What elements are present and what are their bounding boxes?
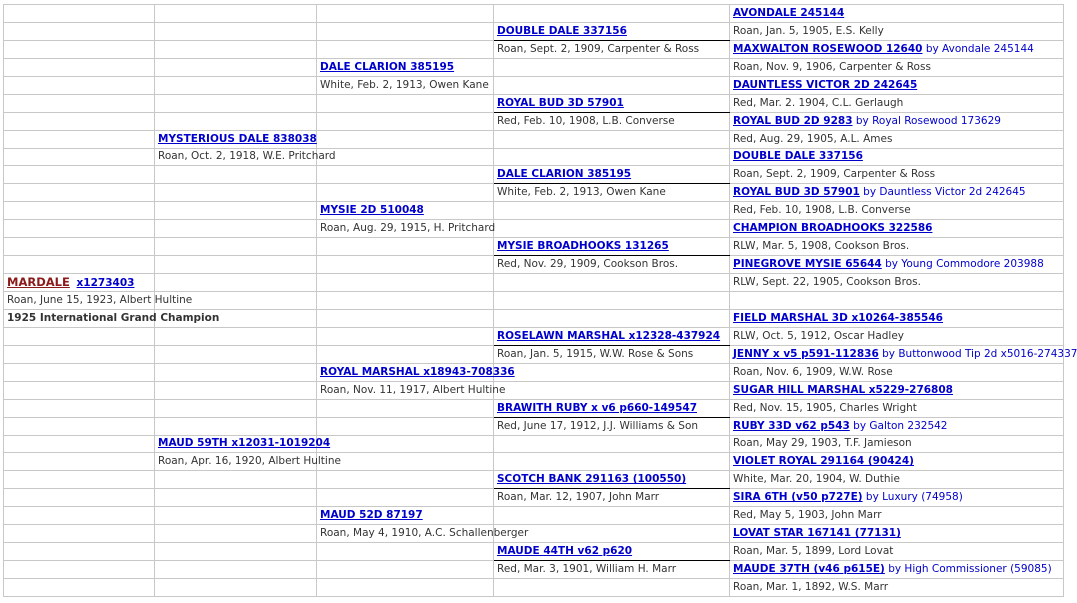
g3-cell	[494, 543, 730, 561]
g2-name-link[interactable]: MAUD 52D 87197	[320, 509, 423, 522]
pedigree-row	[4, 381, 1064, 399]
g4-cell	[730, 453, 1064, 471]
g4-cell	[730, 220, 1064, 238]
g3-details: Red, June 17, 1912, J.J. Williams & Son	[494, 417, 730, 435]
g3-name-link[interactable]: SCOTCH BANK 291163 (100550)	[497, 473, 687, 486]
g4-details: RLW, Sept. 22, 1905, Cookson Bros.	[730, 274, 1064, 292]
pedigree-row	[4, 94, 1064, 112]
g4-sire-link[interactable]: by Young Commodore 203988	[885, 258, 1044, 271]
g2-name-link[interactable]: MYSIE 2D 510048	[320, 204, 424, 217]
g1-cell	[155, 130, 317, 148]
pedigree-row	[4, 543, 1064, 561]
g4-sire-link[interactable]: by Royal Rosewood 173629	[855, 114, 1001, 127]
g4-sire-link[interactable]: by Buttonwood Tip 2d x5016-274337	[882, 347, 1077, 360]
g4-details: Roan, Nov. 6, 1909, W.W. Rose	[730, 363, 1064, 381]
g4-cell	[730, 256, 1064, 274]
pedigree-row	[4, 292, 1064, 310]
g4-cell	[730, 381, 1064, 399]
g2-details: White, Feb. 2, 1913, Owen Kane	[317, 76, 494, 94]
g3-cell	[494, 327, 730, 345]
pedigree-row	[4, 489, 1064, 507]
g4-name-link[interactable]: JENNY x v5 p591-112836	[733, 347, 879, 360]
g3-cell	[494, 238, 730, 256]
g4-details: Red, Aug. 29, 1905, A.L. Ames	[730, 130, 1064, 148]
g4-sire-link[interactable]: by Galton 232542	[853, 419, 948, 432]
g4-name-link[interactable]: AVONDALE 245144	[733, 6, 845, 19]
g4-cell	[730, 5, 1064, 23]
g4-details: Roan, Sept. 2, 1909, Carpenter & Ross	[730, 166, 1064, 184]
g4-cell	[730, 489, 1064, 507]
g3-details: Red, Nov. 29, 1909, Cookson Bros.	[494, 256, 730, 274]
g2-details: Roan, May 4, 1910, A.C. Schallenberger	[317, 525, 494, 543]
g4-sire-link[interactable]: by Avondale 245144	[925, 42, 1034, 55]
pedigree-row	[4, 220, 1064, 238]
g4-cell	[730, 309, 1064, 327]
g3-cell	[494, 94, 730, 112]
subject-details: Roan, June 15, 1923, Albert Hultine	[4, 292, 155, 310]
pedigree-row	[4, 184, 1064, 202]
pedigree-row	[4, 471, 1064, 489]
pedigree-table	[3, 4, 1077, 597]
pedigree-row	[4, 130, 1064, 148]
g2-cell	[317, 507, 494, 525]
g3-name-link[interactable]: DALE CLARION 385195	[497, 168, 632, 181]
g4-details: Roan, May 29, 1903, T.F. Jamieson	[730, 435, 1064, 453]
g4-cell	[730, 112, 1064, 130]
g3-cell	[494, 166, 730, 184]
g3-cell	[494, 22, 730, 40]
pedigree-row	[4, 202, 1064, 220]
g4-details: Red, Mar. 2. 1904, C.L. Gerlaugh	[730, 94, 1064, 112]
pedigree-row	[4, 166, 1064, 184]
pedigree-row	[4, 435, 1064, 453]
pedigree-row	[4, 309, 1064, 327]
g2-cell	[317, 202, 494, 220]
g4-name-link[interactable]: DOUBLE DALE 337156	[733, 150, 863, 163]
g4-details: Roan, Jan. 5, 1905, E.S. Kelly	[730, 22, 1064, 40]
pedigree-row	[4, 238, 1064, 256]
g4-cell	[730, 561, 1064, 579]
g4-details: RLW, Mar. 5, 1908, Cookson Bros.	[730, 238, 1064, 256]
g4-details: Red, May 5, 1903, John Marr	[730, 507, 1064, 525]
subject-award: 1925 International Grand Champion	[4, 309, 155, 327]
pedigree-row	[4, 274, 1064, 292]
g2-details: Roan, Aug. 29, 1915, H. Pritchard	[317, 220, 494, 238]
g4-details: RLW, Oct. 5, 1912, Oscar Hadley	[730, 327, 1064, 345]
pedigree-row	[4, 399, 1064, 417]
g4-details: Roan, Nov. 9, 1906, Carpenter & Ross	[730, 58, 1064, 76]
pedigree-row	[4, 40, 1064, 58]
pedigree-row	[4, 579, 1064, 597]
pedigree-row	[4, 345, 1064, 363]
g4-name-link[interactable]: MAXWALTON ROSEWOOD 12640	[733, 42, 923, 55]
g4-details: White, Mar. 20, 1904, W. Duthie	[730, 471, 1064, 489]
g4-name-link[interactable]: CHAMPION BROADHOOKS 322586	[733, 222, 933, 235]
g2-name-link[interactable]: ROYAL MARSHAL x18943-708336	[320, 365, 515, 378]
g3-details: Roan, Mar. 12, 1907, John Marr	[494, 489, 730, 507]
g4-name-link[interactable]: SIRA 6TH (v50 p727E)	[733, 491, 863, 504]
pedigree-row	[4, 76, 1064, 94]
pedigree-row	[4, 256, 1064, 274]
g4-name-link[interactable]: DAUNTLESS VICTOR 2D 242645	[733, 78, 918, 91]
g4-name-link[interactable]: RUBY 33D v62 p543	[733, 419, 850, 432]
g2-cell	[317, 363, 515, 381]
pedigree-row	[4, 417, 1064, 435]
g3-details: White, Feb. 2, 1913, Owen Kane	[494, 184, 730, 202]
pedigree-row	[4, 363, 1064, 381]
g3-cell	[494, 471, 730, 489]
g4-name-link[interactable]: MAUDE 37TH (v46 p615E)	[733, 563, 885, 576]
g4-details: Roan, Mar. 5, 1899, Lord Lovat	[730, 543, 1064, 561]
g4-cell	[730, 184, 1064, 202]
g4-sire-link[interactable]: by Dauntless Victor 2d 242645	[863, 186, 1026, 199]
g3-name-link[interactable]: ROSELAWN MARSHAL x12328-437924	[497, 329, 721, 342]
g3-name-link[interactable]: BRAWITH RUBY x v6 p660-149547	[497, 401, 697, 414]
g2-cell	[317, 58, 494, 76]
g4-cell	[730, 40, 1064, 58]
g4-cell	[730, 148, 1064, 166]
g4-sire-link[interactable]: by High Commissioner (59085)	[888, 563, 1052, 576]
pedigree-row	[4, 525, 1064, 543]
g4-name-link[interactable]: LOVAT STAR 167141 (77131)	[733, 527, 901, 540]
g4-cell	[730, 525, 1064, 543]
subject-name-link[interactable]: MARDALE	[7, 274, 70, 289]
g1-name-link[interactable]: MYSTERIOUS DALE 838038	[158, 132, 317, 145]
g1-name-link[interactable]: MAUD 59TH x12031-1019204	[158, 437, 331, 450]
g3-details: Roan, Jan. 5, 1915, W.W. Rose & Sons	[494, 345, 730, 363]
g4-details: Red, Feb. 10, 1908, L.B. Converse	[730, 202, 1064, 220]
g3-details: Roan, Sept. 2, 1909, Carpenter & Ross	[494, 40, 730, 58]
g3-name-link[interactable]: ROYAL BUD 3D 57901	[497, 96, 624, 109]
g4-details: Red, Nov. 15, 1905, Charles Wright	[730, 399, 1064, 417]
g4-name-link[interactable]: PINEGROVE MYSIE 65644	[733, 258, 882, 271]
pedigree-row	[4, 327, 1064, 345]
g3-details: Red, Mar. 3, 1901, William H. Marr	[494, 561, 730, 579]
pedigree-row	[4, 561, 1064, 579]
g4-sire-link[interactable]: by Luxury (74958)	[865, 491, 963, 504]
g3-name-link[interactable]: MYSIE BROADHOOKS 131265	[497, 240, 669, 253]
pedigree-row	[4, 507, 1064, 525]
pedigree-row	[4, 58, 1064, 76]
g4-name-link[interactable]: SUGAR HILL MARSHAL x5229-276808	[733, 383, 953, 396]
g3-details: Red, Feb. 10, 1908, L.B. Converse	[494, 112, 730, 130]
g4-cell	[730, 76, 1064, 94]
subject-reg-link[interactable]: x1273403	[76, 276, 135, 289]
pedigree-row	[4, 5, 1064, 23]
g4-name-link[interactable]: VIOLET ROYAL 291164 (90424)	[733, 455, 914, 468]
g4-name-link[interactable]: ROYAL BUD 3D 57901	[733, 186, 860, 199]
g1-cell	[155, 435, 331, 453]
g3-cell	[494, 399, 730, 417]
g4-cell	[730, 417, 1064, 435]
g4-name-link[interactable]: FIELD MARSHAL 3D x10264-385546	[733, 311, 943, 324]
g4-name-link[interactable]: ROYAL BUD 2D 9283	[733, 114, 853, 127]
g1-details: Roan, Apr. 16, 1920, Albert Hultine	[155, 453, 317, 471]
g3-name-link[interactable]: MAUDE 44TH v62 p620	[497, 545, 633, 558]
g3-name-link[interactable]: DOUBLE DALE 337156	[497, 24, 627, 37]
pedigree-row	[4, 148, 1064, 166]
pedigree-row	[4, 22, 1064, 40]
g1-details: Roan, Oct. 2, 1918, W.E. Pritchard	[155, 148, 317, 166]
pedigree-row	[4, 112, 1064, 130]
g2-details: Roan, Nov. 11, 1917, Albert Hultine	[317, 381, 494, 399]
pedigree-row	[4, 453, 1064, 471]
g4-details: Roan, Mar. 1, 1892, W.S. Marr	[730, 579, 1064, 597]
g4-cell	[730, 345, 1077, 363]
g2-name-link[interactable]: DALE CLARION 385195	[320, 60, 455, 73]
subject-cell	[4, 274, 155, 292]
